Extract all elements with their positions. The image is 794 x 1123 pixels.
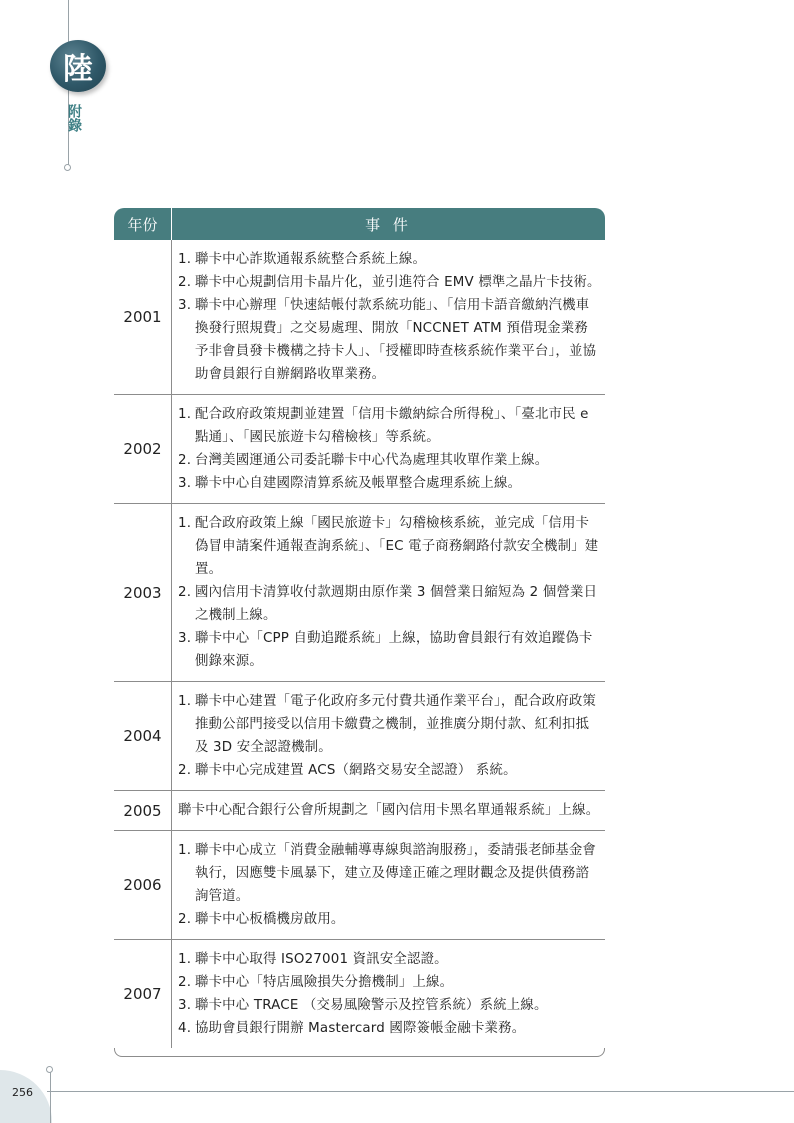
event-text: 聯卡中心 TRACE （交易風險警示及控管系統）系統上線。 <box>195 998 548 1013</box>
row-year: 2007 <box>114 940 172 1048</box>
event-text: 聯卡中心自建國際清算系統及帳單整合處理系統上線。 <box>195 476 522 491</box>
event-text: 協助會員銀行開辦 Mastercard 國際簽帳金融卡業務。 <box>195 1021 526 1036</box>
chapter-label: 附錄 <box>66 104 82 132</box>
event-number: 3. <box>178 476 192 491</box>
row-year: 2003 <box>114 504 172 681</box>
event-item <box>178 690 601 759</box>
top-rule-dot <box>64 164 71 171</box>
event-text: 聯卡中心詐欺通報系統整合系統上線。 <box>195 252 427 267</box>
event-text: 聯卡中心成立「消費金融輔導專線與諮詢服務」，委請張老師基金會執行，因應雙卡風暴下，建立及傳達正確之理財觀念及提供債務諮詢管道。 <box>195 843 597 904</box>
row-events <box>172 240 605 394</box>
row-year: 2001 <box>114 240 172 394</box>
event-text: 配合政府政策規劃並建置「信用卡繳納綜合所得稅」、「臺北市民 e 點通」、「國民旅遊卡勾稽檢核」等系統。 <box>195 407 589 445</box>
row-events <box>172 395 605 503</box>
event-text: 聯卡中心規劃信用卡晶片化，並引進符合 EMV 標準之晶片卡技術。 <box>195 275 601 290</box>
event-text: 聯卡中心「特店風險損失分擔機制」上線。 <box>195 975 454 990</box>
table-row <box>114 830 605 939</box>
event-number: 1. <box>178 407 192 422</box>
event-text: 聯卡中心板橋機房啟用。 <box>195 912 345 927</box>
event-number: 1. <box>178 516 192 531</box>
table-row <box>114 939 605 1048</box>
event-number: 1. <box>178 843 192 858</box>
header-event: 事 件 <box>365 215 412 234</box>
event-number: 2. <box>178 912 192 927</box>
table-row <box>114 790 605 830</box>
event-item <box>178 271 601 294</box>
event-item <box>178 759 601 782</box>
event-item <box>178 627 601 673</box>
event-item <box>178 472 601 495</box>
row-events <box>172 682 605 790</box>
table-row <box>114 240 605 394</box>
chapter-glyph: 陸 <box>63 52 93 87</box>
event-item <box>178 994 601 1017</box>
event-text: 台灣美國運通公司委託聯卡中心代為處理其收單作業上線。 <box>195 453 549 468</box>
row-events <box>172 791 605 830</box>
event-item <box>178 581 601 627</box>
table-row <box>114 681 605 790</box>
row-year: 2006 <box>114 831 172 939</box>
event-item <box>178 248 601 271</box>
event-item <box>178 1017 601 1040</box>
event-number: 2. <box>178 453 192 468</box>
table-footer <box>114 1048 605 1057</box>
event-item <box>178 839 601 908</box>
event-number: 2. <box>178 975 192 990</box>
event-number: 1. <box>178 952 192 967</box>
table-row <box>114 503 605 681</box>
header-year: 年份 <box>114 208 172 240</box>
event-number: 1. <box>178 252 192 267</box>
row-year: 2004 <box>114 682 172 790</box>
event-item <box>178 948 601 971</box>
row-events <box>172 504 605 681</box>
event-text: 聯卡中心取得 ISO27001 資訊安全認證。 <box>195 952 448 967</box>
event-item <box>178 908 601 931</box>
row-events <box>172 940 605 1048</box>
event-text: 聯卡中心「CPP 自動追蹤系統」上線，協助會員銀行有效追蹤偽卡側錄來源。 <box>195 631 593 669</box>
event-text: 配合政府政策上線「國民旅遊卡」勾稽檢核系統，並完成「信用卡偽冒申請案件通報查詢系統」、「EC 電子商務網路付款安全機制」建置。 <box>195 516 599 577</box>
event-item <box>178 294 601 386</box>
event-item <box>178 971 601 994</box>
bottom-vertical-rule <box>50 1070 51 1123</box>
history-table <box>114 208 605 1057</box>
row-year: 2005 <box>114 791 172 830</box>
event-text: 國內信用卡清算收付款週期由原作業 3 個營業日縮短為 2 個營業日之機制上線。 <box>195 585 598 623</box>
event-number: 3. <box>178 998 192 1013</box>
event-text: 聯卡中心完成建置 ACS（網路交易安全認證） 系統。 <box>195 763 517 778</box>
event-number: 2. <box>178 763 192 778</box>
table-body <box>114 240 605 1048</box>
event-number: 3. <box>178 298 192 313</box>
bottom-rule-dot <box>46 1066 53 1073</box>
event-number: 4. <box>178 1021 192 1036</box>
event-number: 1. <box>178 694 192 709</box>
footer-rule <box>47 1091 794 1092</box>
table-row <box>114 394 605 503</box>
event-item <box>178 449 601 472</box>
event-item <box>178 512 601 581</box>
event-item <box>178 403 601 449</box>
event-text: 聯卡中心辦理「快速結帳付款系統功能」、「信用卡語音繳納汽機車換發行照規費」之交易處理、開放「NCCNET ATM 預借現金業務予非會員發卡機構之持卡人」、「授權即時查核系統作業平台」，並協助會員銀行自辦網路收單業務。 <box>195 298 597 382</box>
table-header <box>114 208 605 240</box>
event-text: 聯卡中心配合銀行公會所規劃之「國內信用卡黑名單通報系統」上線。 <box>178 803 600 818</box>
row-events <box>172 831 605 939</box>
event-text: 聯卡中心建置「電子化政府多元付費共通作業平台」，配合政府政策推動公部門接受以信用卡繳費之機制，並推廣分期付款、紅利扣抵及 3D 安全認證機制。 <box>195 694 597 755</box>
event-number: 2. <box>178 275 192 290</box>
page-number: 256 <box>12 1086 33 1099</box>
event-number: 3. <box>178 631 192 646</box>
chapter-badge <box>50 40 106 92</box>
event-number: 2. <box>178 585 192 600</box>
row-year: 2002 <box>114 395 172 503</box>
